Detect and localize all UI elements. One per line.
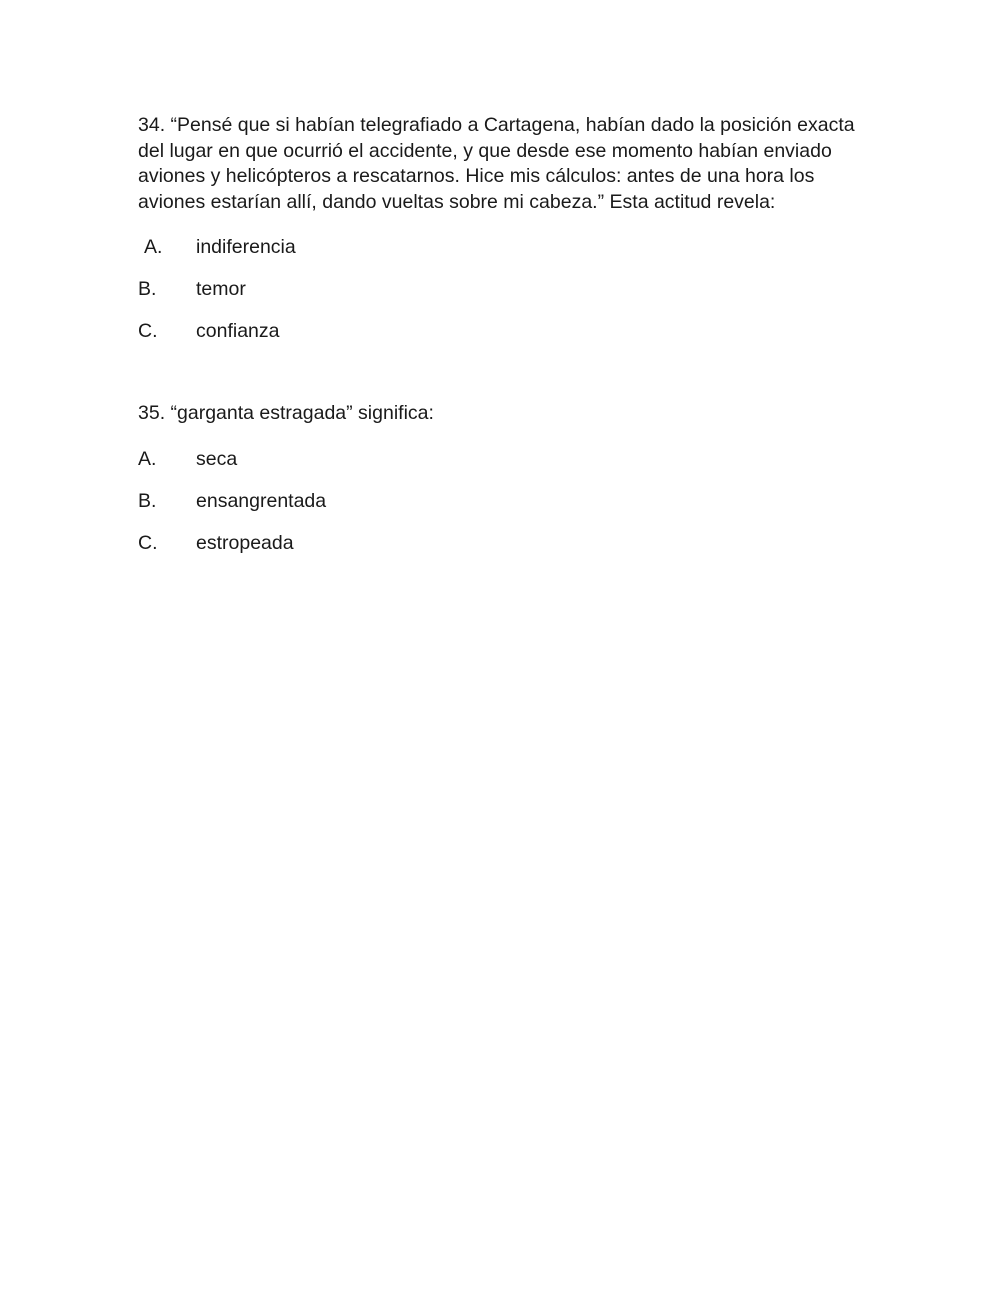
option-text: ensangrentada [196, 489, 327, 512]
stem-line: aviones estarían allí, dando vueltas sobre mi cabeza.” Esta actitud revela: [138, 190, 776, 213]
option-text: temor [196, 278, 246, 300]
option-text: confianza [196, 320, 280, 342]
option-letter: B. [138, 489, 157, 512]
option-letter: C. [138, 531, 158, 554]
option-a [138, 446, 868, 488]
question-34 [138, 113, 868, 360]
stem-line: del lugar en que ocurrió el accidente, y que desde ese momento habían enviado [138, 139, 832, 162]
option-letter: B. [138, 278, 157, 300]
question-35 [138, 401, 868, 572]
option-letter: A. [138, 447, 157, 470]
question-35-stem: 35. “garganta estragada” significa: [138, 402, 434, 424]
option-text: indiferencia [196, 236, 296, 258]
question-35-options [138, 446, 868, 572]
option-b [138, 276, 868, 318]
stem-line: 34. “Pensé que si habían telegrafiado a Cartagena, habían dado la posición exacta [138, 114, 855, 136]
option-c [138, 318, 868, 360]
option-text: seca [196, 447, 238, 470]
question-34-options [138, 234, 868, 360]
option-letter: A. [144, 236, 163, 258]
option-text: estropeada [196, 531, 294, 554]
option-b [138, 488, 868, 530]
question-34-stem [138, 113, 868, 215]
option-a [138, 234, 868, 276]
option-letter: C. [138, 320, 158, 342]
option-c [138, 530, 868, 572]
stem-line: aviones y helicópteros a rescatarnos. Hice mis cálculos: antes de una hora los [138, 165, 815, 187]
